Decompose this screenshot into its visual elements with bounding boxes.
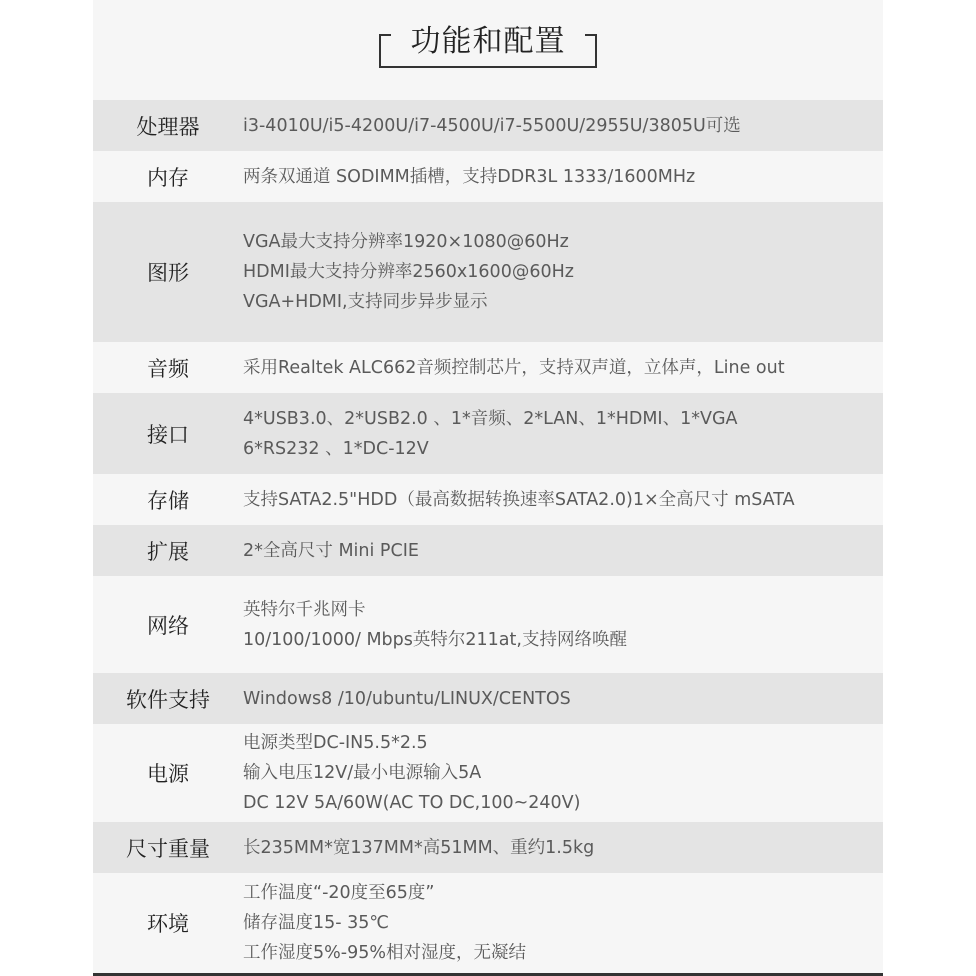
- spec-value: [243, 404, 883, 464]
- spec-value-line: 4*USB3.0、2*USB2.0 、1*音频、2*LAN、1*HDMI、1*VGA: [243, 408, 738, 429]
- spec-label: 环境: [147, 912, 189, 936]
- spec-value-line: VGA+HDMI,支持同步异步显示: [243, 292, 488, 312]
- spec-row-power: [93, 724, 883, 822]
- spec-row-storage: [93, 474, 883, 525]
- spec-value: [243, 728, 883, 818]
- spec-row-graphics: [93, 202, 883, 342]
- spec-value-line: 长235MM*宽137MM*高51MM、重约1.5kg: [243, 837, 595, 858]
- spec-value-line: HDMI最大支持分辨率2560x1600@60Hz: [243, 262, 574, 282]
- spec-value-line: 工作湿度5%-95%相对湿度，无凝结: [243, 943, 526, 963]
- spec-value-line: 输入电压12V/最小电源输入5A: [243, 763, 482, 783]
- spec-value-line: 采用Realtek ALC662音频控制芯片，支持双声道，立体声，Line out: [243, 357, 785, 378]
- spec-value: [243, 833, 883, 863]
- spec-row-network: [93, 576, 883, 673]
- spec-label: 内存: [147, 165, 189, 190]
- spec-row-dimensions: [93, 822, 883, 873]
- spec-label: 扩展: [147, 539, 189, 564]
- spec-label: 尺寸重量: [126, 836, 210, 861]
- spec-value: [243, 353, 883, 383]
- spec-value-line: DC 12V 5A/60W(AC TO DC,100~240V): [243, 793, 581, 813]
- spec-value: [243, 684, 883, 714]
- spec-value-line: 英特尔千兆网卡: [243, 599, 366, 620]
- spec-label: 存储: [147, 488, 189, 513]
- spec-label: 音频: [147, 356, 189, 381]
- spec-value-line: 电源类型DC-IN5.5*2.5: [243, 733, 428, 753]
- spec-value: [243, 111, 883, 141]
- spec-value-line: 支持SATA2.5"HDD（最高数据转换速率SATA2.0)1×全高尺寸 mSATA: [243, 489, 795, 510]
- spec-value: [243, 878, 883, 968]
- spec-value-line: i3-4010U/i5-4200U/i7-4500U/i7-5500U/2955U/3805U可选: [243, 115, 741, 136]
- spec-label: 网络: [147, 613, 189, 638]
- spec-value-line: Windows8 /10/ubuntu/LINUX/CENTOS: [243, 688, 571, 709]
- spec-row-memory: [93, 151, 883, 202]
- spec-value-line: VGA最大支持分辨率1920×1080@60Hz: [243, 232, 569, 252]
- spec-label: 软件支持: [126, 687, 210, 712]
- spec-row-environment: [93, 873, 883, 973]
- spec-value-line: 两条双通道 SODIMM插槽，支持DDR3L 1333/1600MHz: [243, 166, 696, 187]
- spec-value: [243, 536, 883, 566]
- spec-sheet: [93, 0, 883, 976]
- spec-value: [243, 227, 883, 317]
- spec-value-line: 工作温度“-20度至65度”: [243, 883, 435, 903]
- spec-value-line: 6*RS232 、1*DC-12V: [243, 438, 429, 459]
- spec-row-cpu: [93, 100, 883, 151]
- spec-label: 电源: [147, 762, 189, 786]
- header: [93, 0, 883, 100]
- spec-value-line: 2*全高尺寸 Mini PCIE: [243, 540, 419, 561]
- spec-value: [243, 595, 883, 655]
- page-title: 功能和配置: [410, 24, 566, 59]
- spec-row-ports: [93, 393, 883, 474]
- spec-label: 图形: [147, 261, 189, 285]
- spec-value: [243, 162, 883, 192]
- spec-value: [243, 485, 883, 515]
- spec-value-line: 储存温度15- 35℃: [243, 913, 390, 933]
- spec-value-line: 10/100/1000/ Mbps英特尔211at,支持网络唤醒: [243, 629, 627, 650]
- spec-label: 处理器: [136, 114, 200, 139]
- title-frame: [379, 22, 597, 68]
- spec-row-audio: [93, 342, 883, 393]
- spec-row-expansion: [93, 525, 883, 576]
- spec-row-software: [93, 673, 883, 724]
- spec-label: 接口: [147, 422, 189, 447]
- title-underline: [379, 66, 597, 68]
